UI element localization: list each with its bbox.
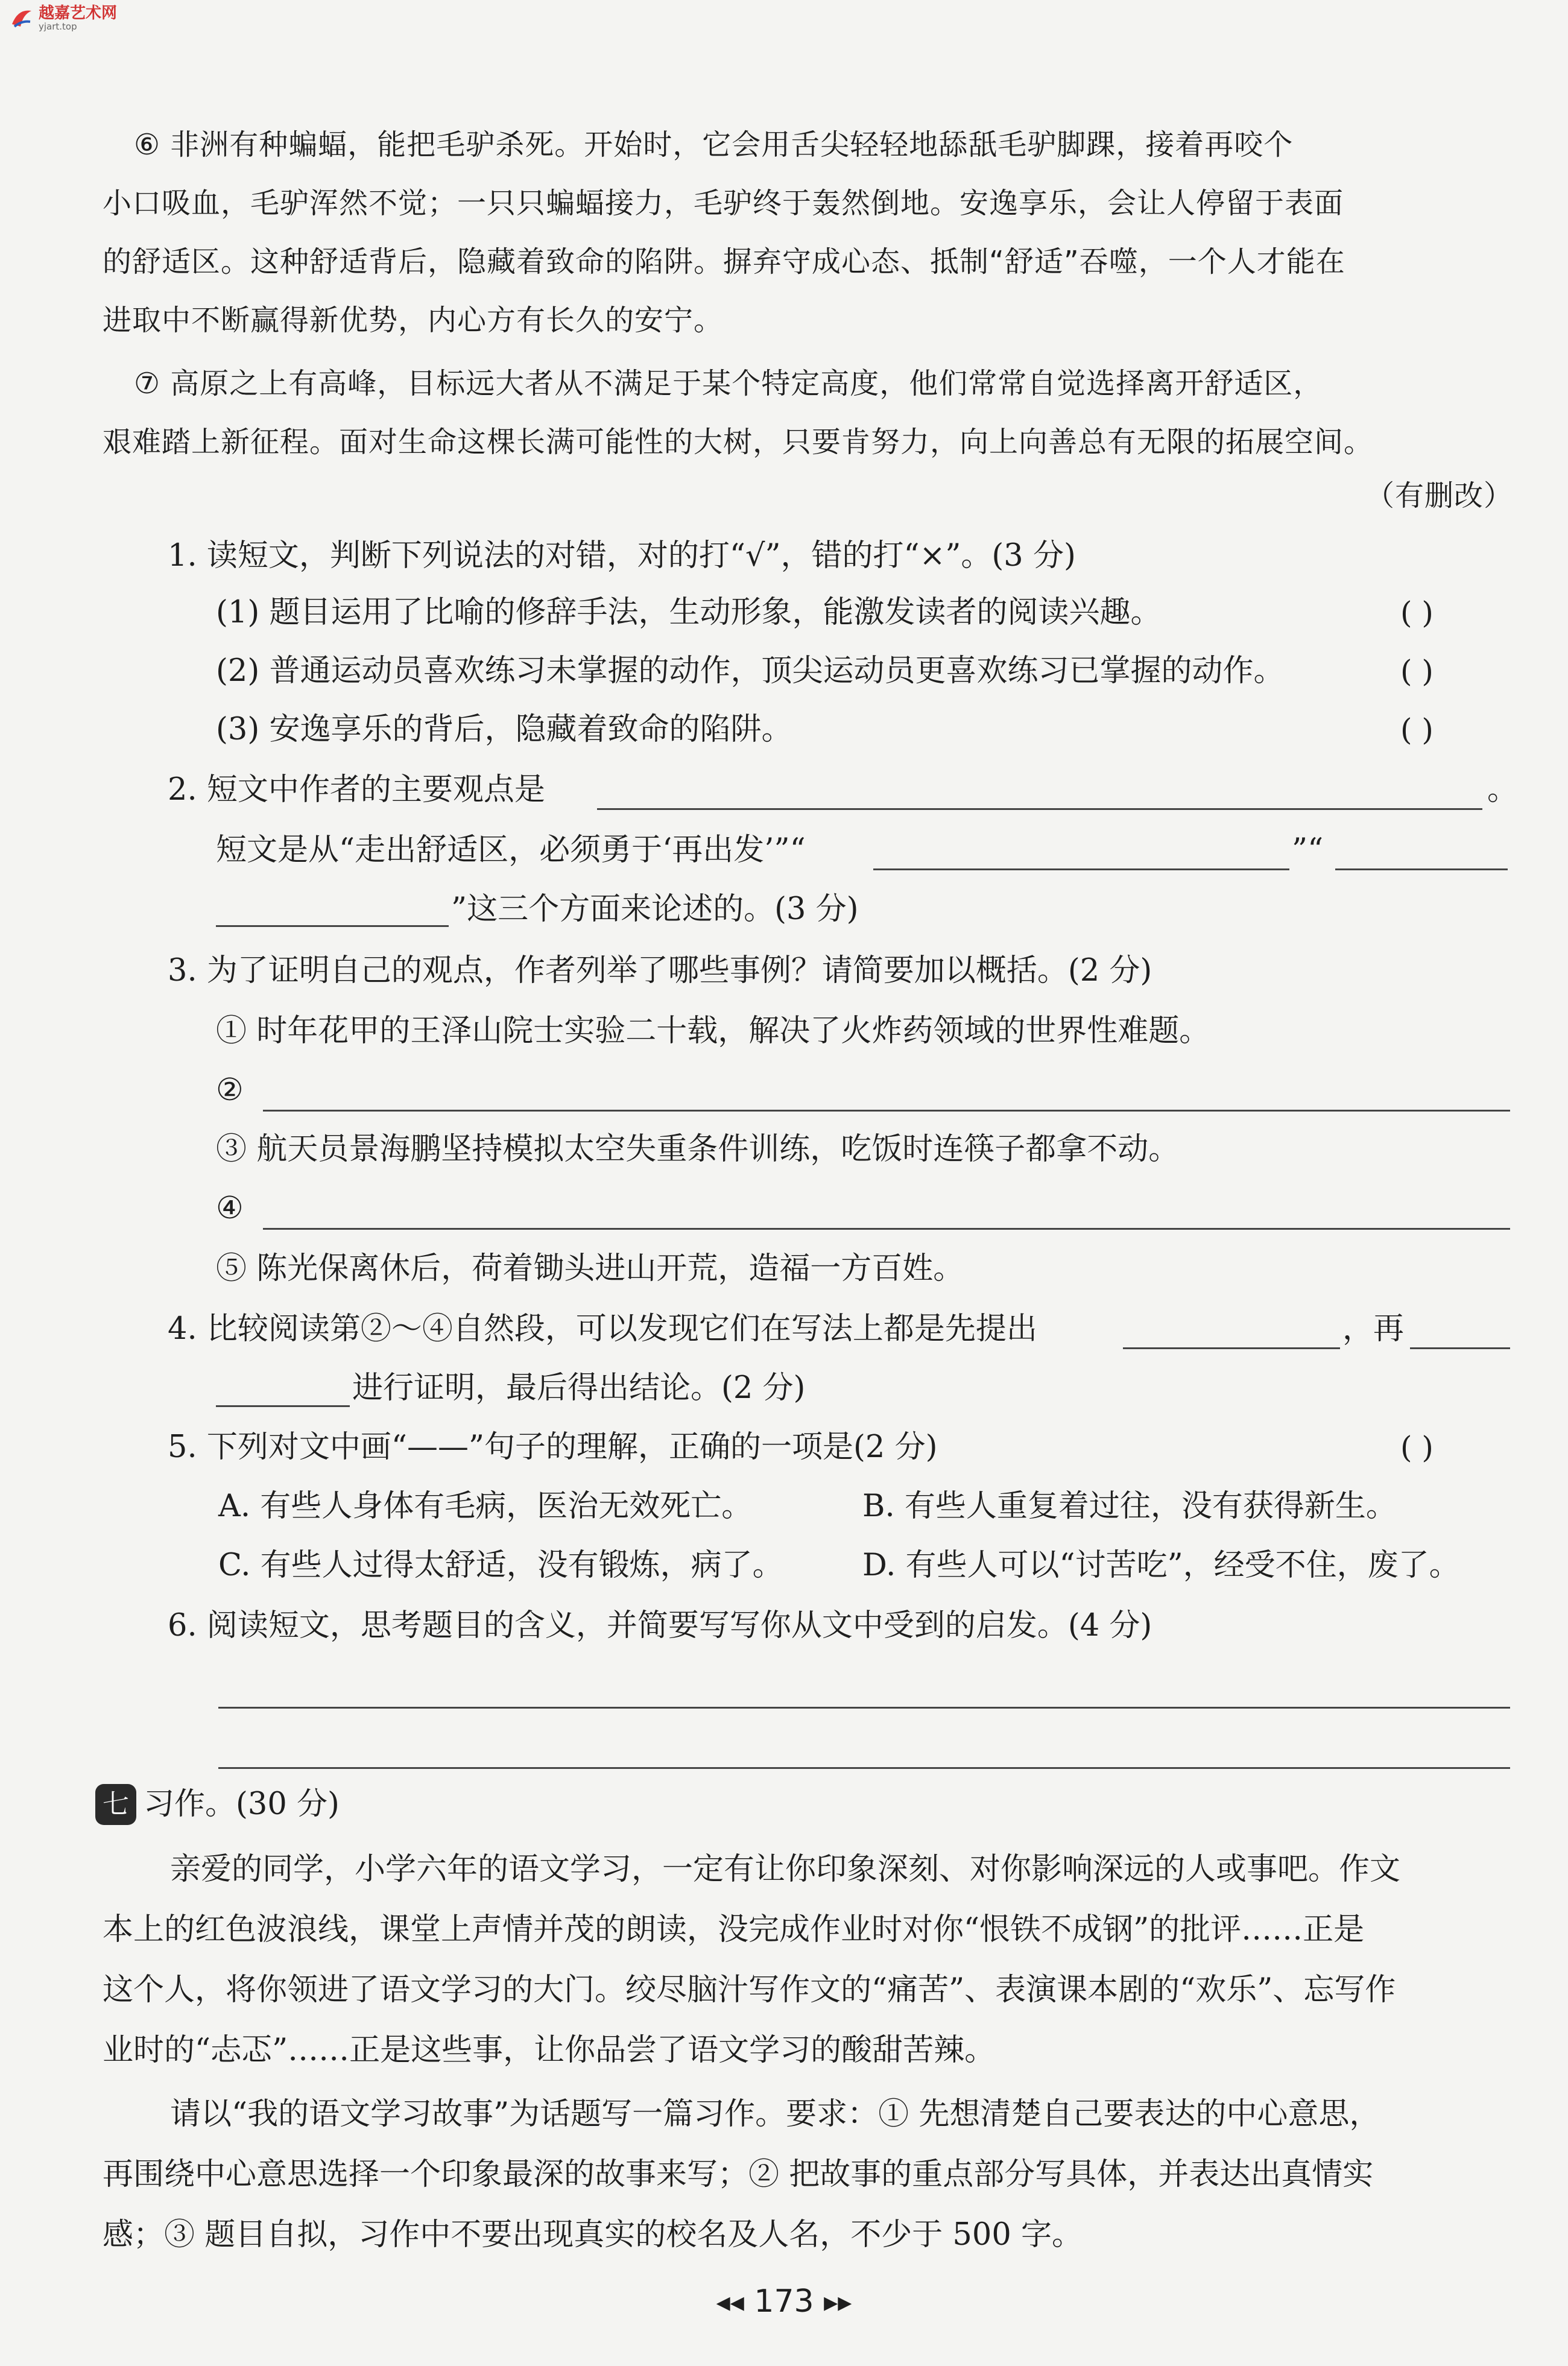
q1-item-2: (2) 普通运动员喜欢练习未掌握的动作，顶尖运动员更喜欢练习已掌握的动作。 (216, 653, 1285, 689)
composition-para2-line: 再围绕中心意思选择一个印象最深的故事来写；② 把故事的重点部分写具体，并表达出真情实 (103, 2157, 1374, 2192)
q1-answer-paren-3[interactable]: ( ) (1400, 712, 1434, 747)
passage-p6-line: ⑥ 非洲有种蝙蝠，能把毛驴杀死。开始时，它会用舌尖轻轻地舔舐毛驴脚踝，接着再咬个 (134, 128, 1294, 162)
q3-stem: 3. 为了证明自己的观点，作者列举了哪些事例？请简要加以概括。(2 分) (168, 953, 1152, 988)
q2-line1: 2. 短文中作者的主要观点是 (168, 772, 545, 808)
q1-stem: 1. 读短文，判断下列说法的对错，对的打“√”，错的打“×”。(3 分) (168, 538, 1076, 574)
q5-option-c[interactable]: C. 有些人过得太舒适，没有锻炼，病了。 (218, 1548, 783, 1583)
q2-main-view-blank[interactable] (597, 808, 1482, 810)
page-number-value: 173 (754, 2283, 814, 2320)
composition-para1-line: 这个人，将你领进了语文学习的大门。绞尽脑汁写作文的“痛苦”、表演课本剧的“欢乐”、忘写作 (103, 1972, 1396, 2008)
composition-title: 习作。(30 分) (144, 1786, 340, 1822)
q3-example-3: ③ 航天员景海鹏坚持模拟太空失重条件训练，吃饭时连筷子都拿不动。 (216, 1131, 1180, 1167)
watermark-logo-icon (10, 6, 34, 30)
composition-para1-line: 业时的“忐忑”……正是这些事，让你品尝了语文学习的酸甜苦辣。 (103, 2032, 996, 2068)
q1-item-1: (1) 题目运用了比喻的修辞手法，生动形象，能激发读者的阅读兴趣。 (216, 595, 1162, 630)
passage-p6-line: 进取中不断赢得新优势，内心方有长久的安宁。 (103, 303, 724, 337)
q2-aspect-blank-3b[interactable] (216, 925, 449, 927)
q6-stem: 6. 阅读短文，思考题目的含义，并简要写写你从文中受到的启发。(4 分) (168, 1608, 1152, 1643)
q2-aspect-blank-2[interactable] (873, 868, 1289, 870)
q1-item-3: (3) 安逸享乐的背后，隐藏着致命的陷阱。 (216, 712, 792, 747)
q3-example-4-blank[interactable] (263, 1228, 1510, 1230)
page-number (0, 2283, 1568, 2321)
q6-answer-line-2[interactable] (218, 1767, 1510, 1769)
passage-source-note: （有删改） (1365, 479, 1514, 513)
q3-example-1: ① 时年花甲的王泽山院士实验二十载，解决了火炸药领域的世界性难题。 (216, 1013, 1210, 1049)
passage-p7-line: 艰难踏上新征程。面对生命这棵长满可能性的大树，只要肯努力，向上向善总有无限的拓展空间。 (103, 425, 1374, 459)
q5-option-a[interactable]: A. 有些人身体有毛病，医治无效死亡。 (218, 1488, 753, 1524)
watermark-name: 越嘉艺术网 (39, 4, 118, 22)
watermark (10, 5, 117, 31)
composition-para1-line: 本上的红色波浪线，课堂上声情并茂的朗读，没完成作业时对你“恨铁不成钢”的批评……正是 (103, 1912, 1365, 1947)
q2-line2: 短文是从“走出舒适区，必须勇于‘再出发’”“ (216, 832, 806, 868)
q2-aspect-blank-3a[interactable] (1335, 868, 1508, 870)
q5-stem: 5. 下列对文中画“——”句子的理解，正确的一项是(2 分) (168, 1429, 938, 1465)
q3-example-2-blank[interactable] (263, 1110, 1510, 1112)
passage-p7-line: ⑦ 高原之上有高峰，目标远大者从不满足于某个特定高度，他们常常自觉选择离开舒适区， (134, 367, 1323, 400)
prev-arrows-icon: ◀◀ (716, 2292, 744, 2314)
composition-para2-line: 感；③ 题目自拟，习作中不要出现真实的校名及人名，不少于 500 字。 (103, 2217, 1083, 2253)
q4-line2: 进行证明，最后得出结论。(2 分) (352, 1370, 806, 1406)
composition-para2-line: 请以“我的语文学习故事”为话题写一篇习作。要求：① 先想清楚自己要表达的中心意思， (170, 2096, 1380, 2132)
q3-example-2-label: ② (216, 1072, 244, 1108)
passage-p6-line: 小口吸血，毛驴浑然不觉；一只只蝙蝠接力，毛驴终于轰然倒地。安逸享乐，会让人停留于表面 (103, 186, 1344, 220)
q6-answer-line-1[interactable] (218, 1707, 1510, 1709)
q2-mid-quotes: ”“ (1292, 832, 1324, 868)
q4-blank-2b[interactable] (216, 1405, 350, 1407)
composition-para1-line: 亲爱的同学，小学六年的语文学习，一定有让你印象深刻、对你影响深远的人或事吧。作文 (170, 1852, 1401, 1887)
q3-example-5: ⑤ 陈光保离休后，荷着锄头进山开荒，造福一方百姓。 (216, 1251, 964, 1286)
watermark-url: yjart.top (39, 21, 77, 32)
q2-line3: ”这三个方面来论述的。(3 分) (451, 891, 859, 927)
q5-option-b[interactable]: B. 有些人重复着过往，没有获得新生。 (862, 1488, 1397, 1524)
q4-blank-1[interactable] (1123, 1347, 1340, 1349)
q4-line1: 4. 比较阅读第②～④自然段，可以发现它们在写法上都是先提出 (168, 1311, 1037, 1347)
q5-option-d[interactable]: D. 有些人可以“讨苦吃”，经受不住，废了。 (862, 1548, 1460, 1583)
q1-answer-paren-2[interactable]: ( ) (1400, 654, 1434, 689)
q2-period: 。 (1487, 772, 1519, 808)
next-arrows-icon: ▶▶ (824, 2292, 852, 2314)
passage-p6-line: 的舒适区。这种舒适背后，隐藏着致命的陷阱。摒弃守成心态、抵制“舒适”吞噬，一个人才能在 (103, 245, 1345, 279)
q4-then: ，再 (1342, 1311, 1405, 1347)
q3-example-4-label: ④ (216, 1191, 244, 1226)
section-number-badge: 七 (95, 1784, 136, 1825)
q5-answer-paren[interactable]: ( ) (1400, 1430, 1434, 1465)
q4-blank-2a[interactable] (1410, 1347, 1510, 1349)
q1-answer-paren-1[interactable]: ( ) (1400, 595, 1434, 630)
